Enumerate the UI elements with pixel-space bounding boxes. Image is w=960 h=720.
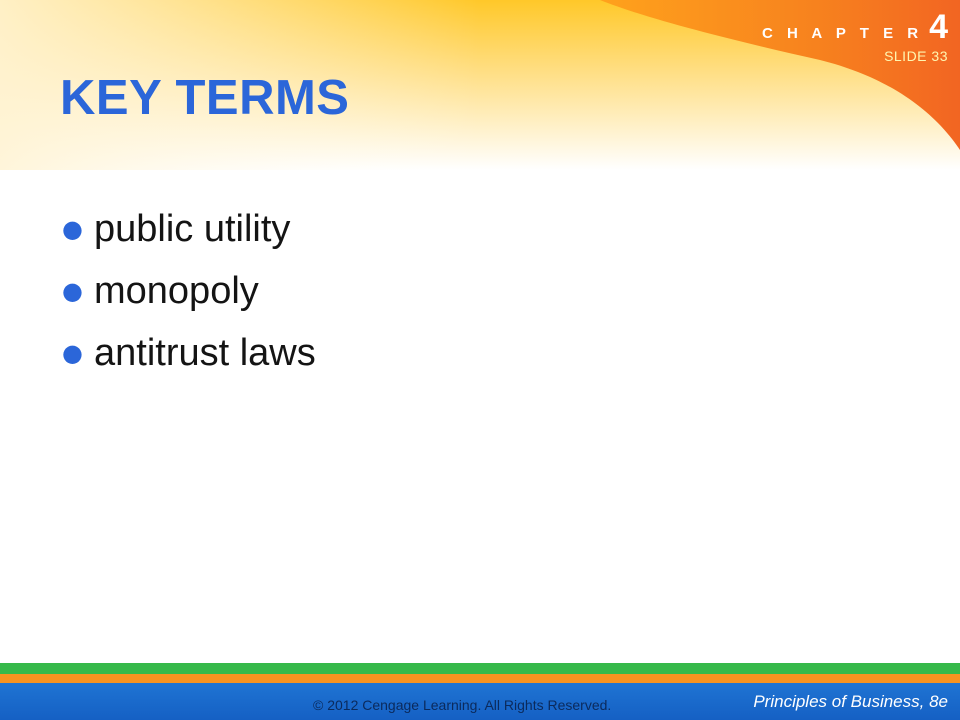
footer-green-stripe	[0, 663, 960, 674]
chapter-number: 4	[929, 8, 948, 46]
chapter-indicator	[762, 10, 948, 64]
bullet-icon: ●	[62, 339, 83, 367]
key-terms-list	[62, 198, 316, 384]
slide-title: KEY TERMS	[60, 71, 350, 125]
list-item	[62, 198, 316, 260]
footer-bar	[0, 683, 960, 720]
chapter-line	[762, 10, 948, 44]
book-title: Principles of Business, 8e	[753, 692, 948, 711]
slide-number: SLIDE 33	[884, 48, 948, 64]
copyright-notice: © 2012 Cengage Learning. All Rights Reserved.	[313, 697, 612, 713]
term-monopoly: monopoly	[94, 269, 259, 312]
bullet-icon: ●	[62, 215, 83, 243]
list-item	[62, 260, 316, 322]
bullet-icon: ●	[62, 277, 83, 305]
list-item	[62, 322, 316, 384]
term-antitrust-laws: antitrust laws	[94, 331, 316, 374]
footer-orange-stripe	[0, 674, 960, 683]
chapter-label: C H A P T E R	[761, 25, 924, 42]
term-public-utility: public utility	[94, 207, 291, 250]
